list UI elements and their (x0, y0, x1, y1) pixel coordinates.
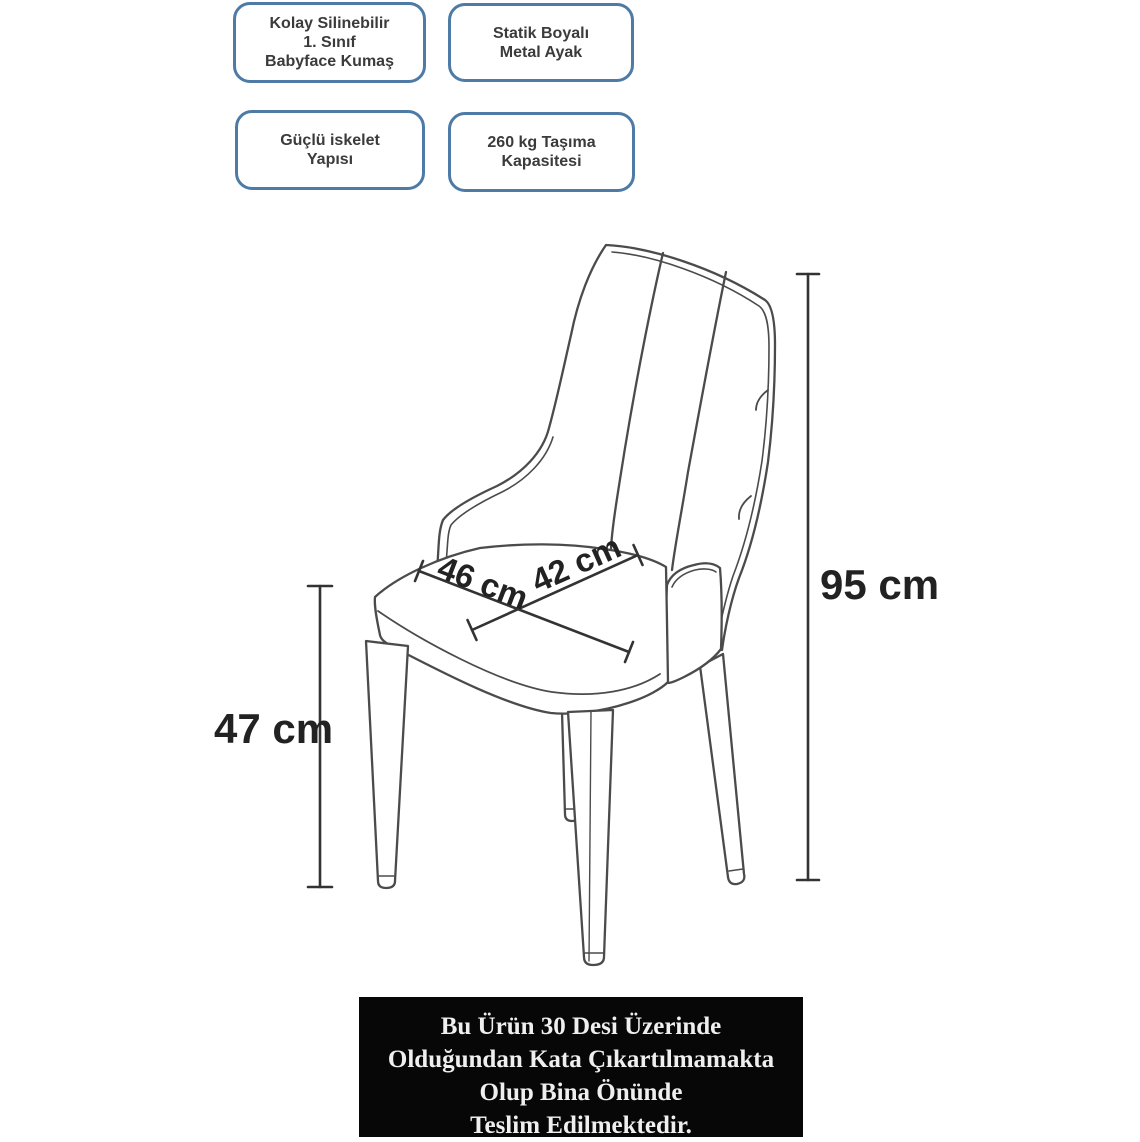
badge-line: Kolay Silinebilir (269, 15, 390, 32)
dim-line-total-height (797, 274, 819, 880)
seat-depth-label: 42 cm (525, 527, 627, 600)
seat-width-label: 46 cm (432, 548, 534, 617)
badge-line: Yapısı (306, 151, 354, 168)
badge-line: 260 kg Taşıma (487, 134, 596, 151)
badge-line: 1. Sınıf (303, 34, 356, 51)
notice-line: Teslim Edilmektedir. (470, 1112, 692, 1139)
shipping-notice (359, 997, 803, 1137)
badge-line: Güçlü iskelet (280, 132, 380, 149)
seat-height-label: 47 cm (214, 705, 334, 752)
total-height-label: 95 cm (820, 561, 940, 608)
notice-line: Olup Bina Önünde (479, 1079, 683, 1106)
notice-line: Bu Ürün 30 Desi Üzerinde (440, 1013, 722, 1040)
notice-line: Olduğundan Kata Çıkartılmamakta (387, 1046, 775, 1073)
badge-line: Kapasitesi (501, 153, 582, 170)
badge-line: Metal Ayak (499, 43, 583, 61)
badge-line: Babyface Kumaş (265, 53, 394, 70)
badge-line: Statik Boyalı (492, 24, 590, 42)
